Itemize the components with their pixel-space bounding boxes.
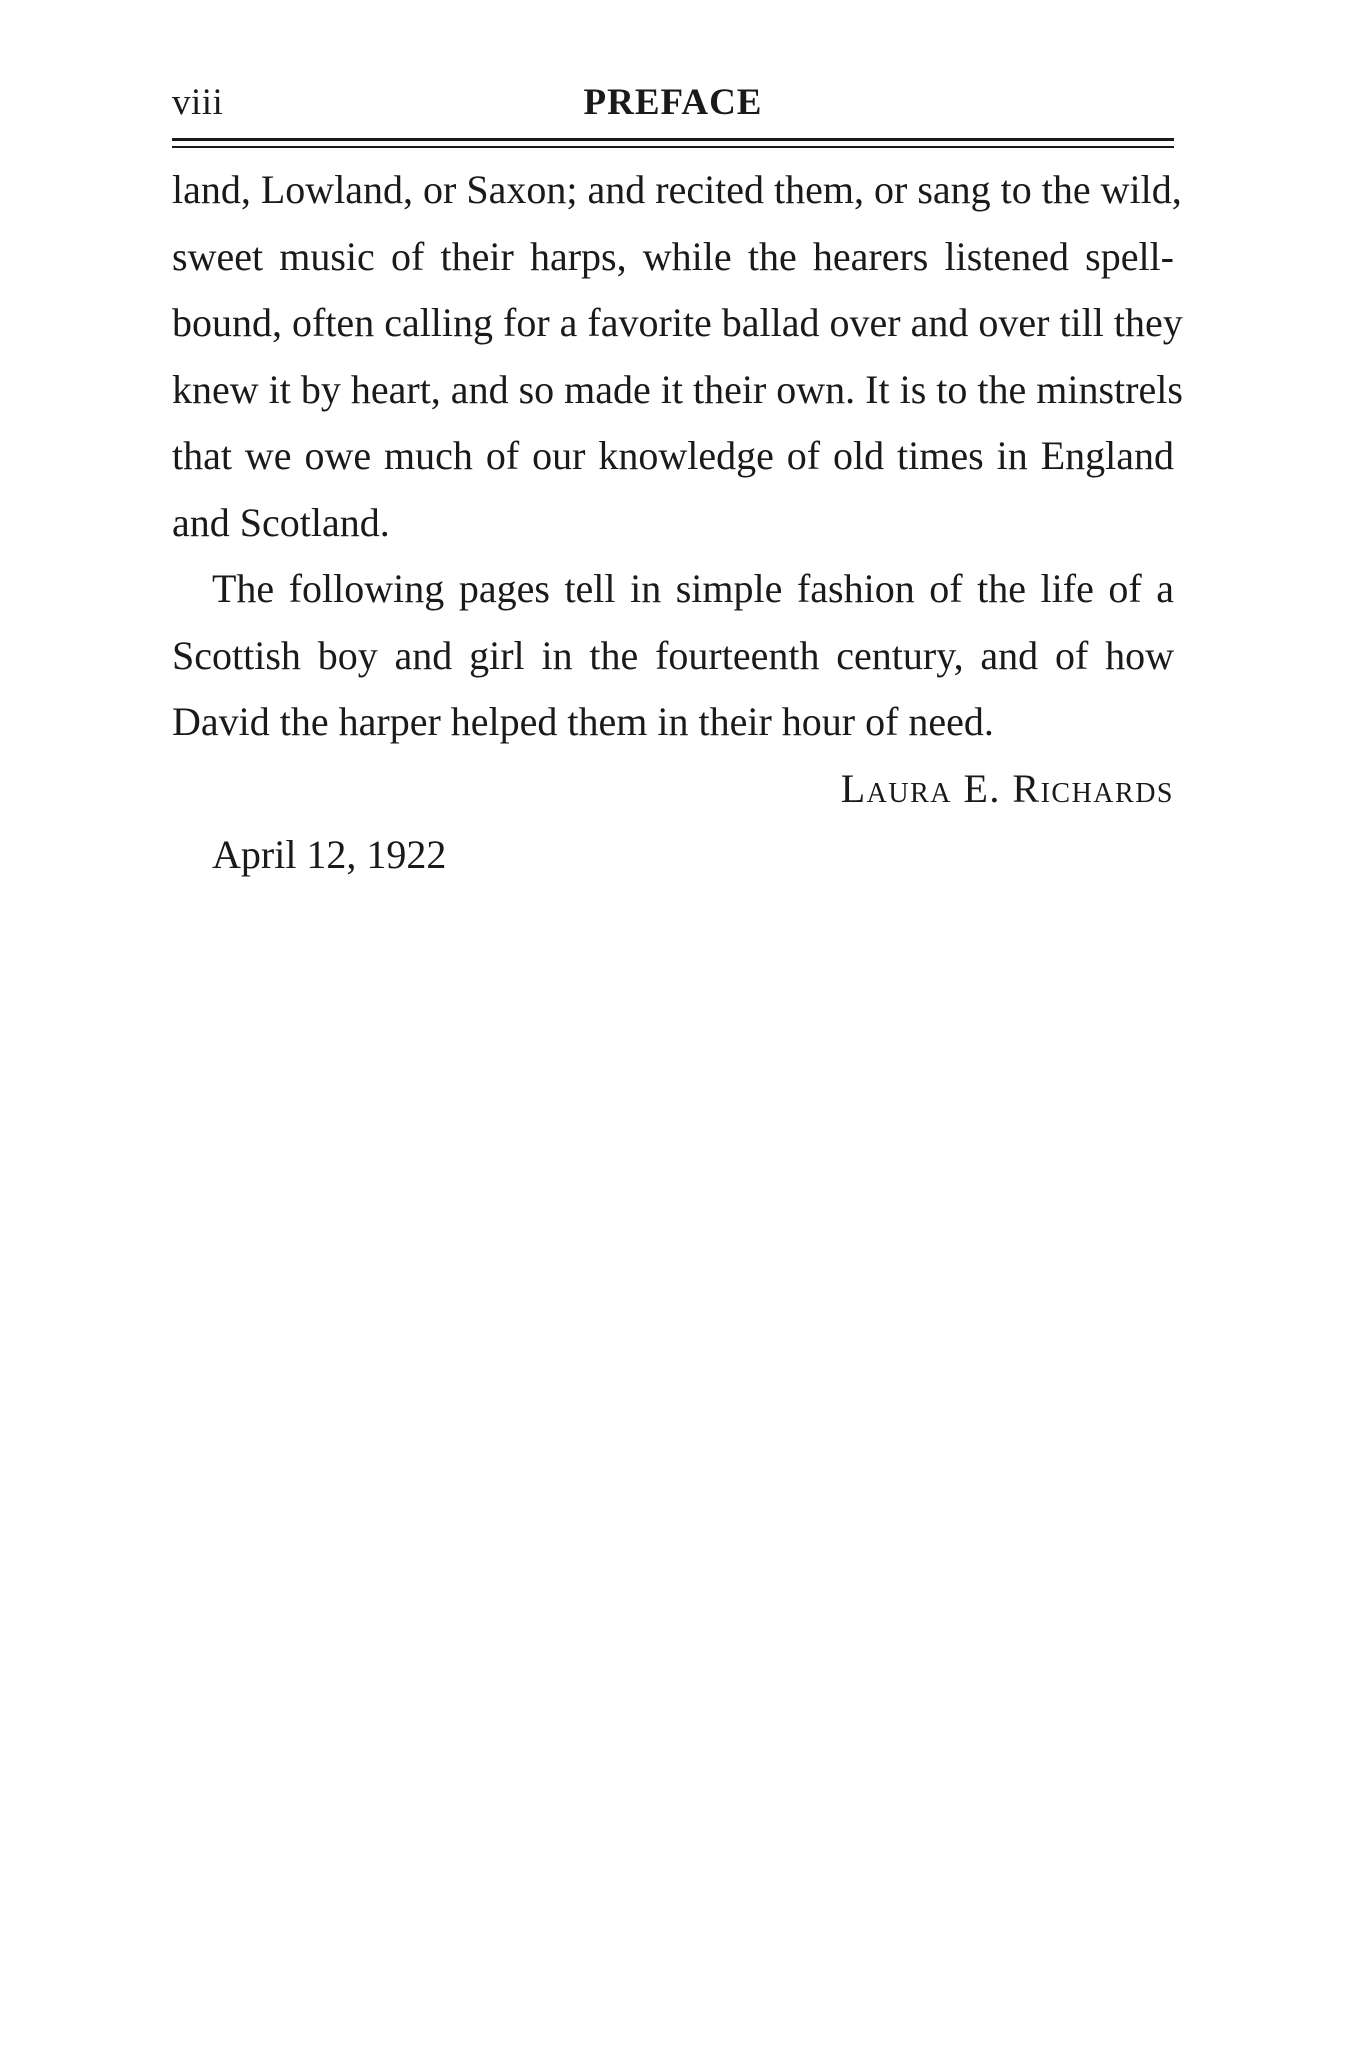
text-line: and Scotland. — [172, 499, 390, 545]
text-line: Scottish boy and girl in the fourteenth century, and of how — [172, 632, 1174, 678]
text-line: land, Lowland, or Saxon; and recited them, or sang to the wild, — [172, 167, 1182, 212]
text-line: knew it by heart, and so made it their own. It is to the minstrels — [172, 366, 1183, 412]
text-line: bound, often calling for a favorite ballad over and over till they — [172, 300, 1183, 345]
book-page — [172, 0, 1183, 2048]
header-rule-bottom — [172, 146, 1174, 148]
page-number: viii — [172, 82, 224, 123]
running-title: PREFACE — [583, 82, 763, 123]
header-rule-top — [172, 138, 1174, 141]
running-head — [172, 78, 1174, 128]
body-text — [172, 157, 1183, 889]
preface-date: April 12, 1922 — [212, 832, 447, 877]
text-line: sweet music of their harps, while the hearers listened spell- — [172, 233, 1174, 279]
author-signature: Laura E. Richards — [840, 765, 1174, 811]
text-line: that we owe much of our knowledge of old times in England — [172, 433, 1174, 478]
text-line: The following pages tell in simple fashion of the life of a — [212, 566, 1174, 611]
text-line: David the harper helped them in their hour of need. — [172, 699, 994, 744]
paragraph-1 — [172, 157, 1183, 556]
paragraph-2 — [172, 556, 1174, 756]
